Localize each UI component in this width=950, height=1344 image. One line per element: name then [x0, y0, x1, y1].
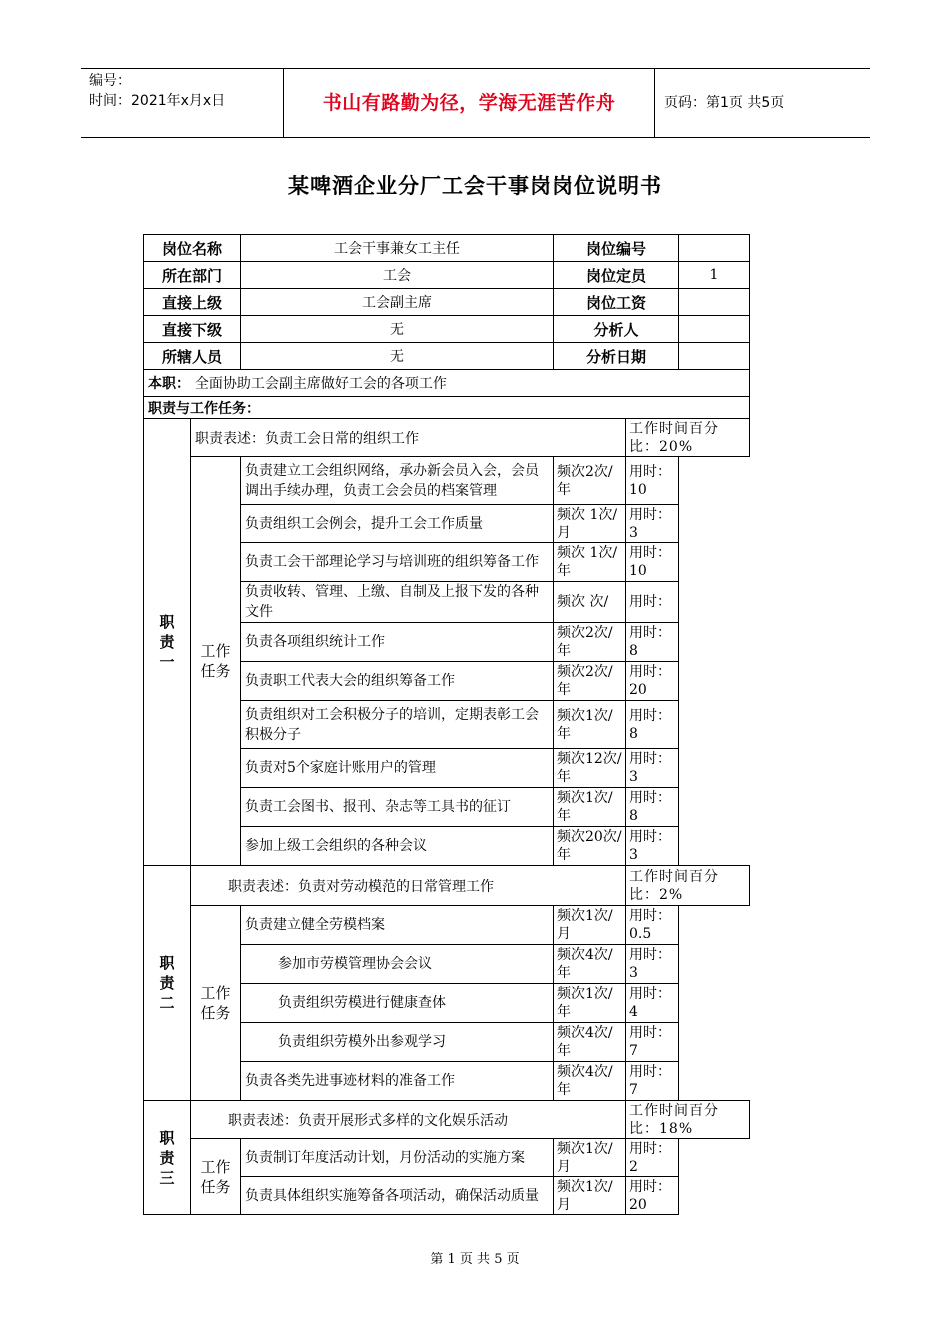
task-description: 负责组织劳模外出参观学习: [241, 1023, 554, 1062]
task-description: 负责建立工会组织网络，承办新会员入会，会员调出手续办理，负责工会会员的档案管理: [241, 457, 554, 505]
info-value: 无: [241, 343, 554, 370]
duty-statement-row: [144, 419, 750, 457]
header-date: 时间：2021年x月x日: [89, 93, 226, 109]
task-description: 负责各项组织统计工作: [241, 623, 554, 662]
info-label: 直接下级: [144, 316, 241, 343]
task-hours: 用时：10: [626, 543, 679, 582]
task-row: [144, 906, 750, 945]
duty-label: [144, 1101, 191, 1215]
task-hours: 用时：0.5: [626, 906, 679, 945]
duty-time-percent: 工作时间百分比：2%: [626, 866, 750, 906]
task-hours: 用时：20: [626, 1177, 679, 1215]
task-description: 负责组织劳模进行健康查体: [241, 984, 554, 1023]
task-frequency: 频次12次/年: [554, 749, 626, 788]
info-label: 岗位名称: [144, 235, 241, 262]
task-hours: 用时：3: [626, 827, 679, 866]
info-row: [144, 343, 750, 370]
task-hours: 用时：4: [626, 984, 679, 1023]
task-description: 负责对5个家庭计账用户的管理: [241, 749, 554, 788]
task-description: 负责各类先进事迹材料的准备工作: [241, 1062, 554, 1101]
task-hours: 用时：2: [626, 1139, 679, 1177]
task-description: 负责制订年度活动计划，月份活动的实施方案: [241, 1139, 554, 1177]
task-frequency: 频次20次/年: [554, 827, 626, 866]
work-task-label: [191, 1139, 241, 1215]
work-task-label: [191, 906, 241, 1101]
info-label: 直接上级: [144, 289, 241, 316]
task-description: 负责建立健全劳模档案: [241, 906, 554, 945]
work-task-label-text: 工作任务: [200, 642, 231, 680]
info-row: [144, 316, 750, 343]
info-value: 工会干事兼女工主任: [241, 235, 554, 262]
duty-summary: [144, 370, 750, 397]
tasks-section-label: 职责与工作任务：: [144, 397, 750, 419]
task-frequency: 频次2次/年: [554, 623, 626, 662]
duty-statement: 职责表述：负责对劳动模范的日常管理工作: [191, 866, 626, 906]
info-label: 所在部门: [144, 262, 241, 289]
duty-time-percent: 工作时间百分比：20%: [626, 419, 750, 457]
task-description: 负责具体组织实施筹备各项活动，确保活动质量: [241, 1177, 554, 1215]
task-row: [144, 457, 750, 505]
info-value: 无: [241, 316, 554, 343]
duty-statement: 职责表述：负责工会日常的组织工作: [191, 419, 626, 457]
task-hours: 用时：8: [626, 623, 679, 662]
task-description: 参加市劳模管理协会会议: [241, 945, 554, 984]
task-description: 参加上级工会组织的各种会议: [241, 827, 554, 866]
duty-label: [144, 419, 191, 866]
task-frequency: 频次4次/年: [554, 1062, 626, 1101]
info-row: [144, 262, 750, 289]
task-hours: 用时：3: [626, 749, 679, 788]
task-frequency: 频次2次/年: [554, 662, 626, 701]
info-value: [679, 235, 750, 262]
info-value: [679, 316, 750, 343]
header-meta: [89, 71, 225, 111]
tasks-section-row: [144, 397, 750, 419]
task-description: 负责职工代表大会的组织筹备工作: [241, 662, 554, 701]
duty-label-text: 职责二: [159, 954, 175, 1012]
task-description: 负责收转、管理、上缴、自制及上报下发的各种文件: [241, 582, 554, 623]
task-description: 负责组织对工会积极分子的培训，定期表彰工会积极分子: [241, 701, 554, 749]
duty-summary-label: 本职：: [148, 376, 190, 392]
info-value: 工会: [241, 262, 554, 289]
page-footer: 第 1 页 共 5 页: [430, 1252, 520, 1267]
task-description: 负责工会干部理论学习与培训班的组织筹备工作: [241, 543, 554, 582]
task-frequency: 频次2次/年: [554, 457, 626, 505]
task-hours: 用时：10: [626, 457, 679, 505]
task-hours: 用时：8: [626, 788, 679, 827]
duty-label-text: 职责一: [159, 613, 175, 671]
task-row: [144, 1139, 750, 1177]
task-frequency: 频次1次/年: [554, 984, 626, 1023]
task-frequency: 频次4次/年: [554, 1023, 626, 1062]
info-label: 所辖人员: [144, 343, 241, 370]
task-frequency: 频次1次/月: [554, 906, 626, 945]
job-description-table: [143, 234, 750, 1215]
info-label: 分析日期: [554, 343, 679, 370]
task-frequency: 频次 1次/月: [554, 505, 626, 543]
duty-statement-row: [144, 1101, 750, 1139]
header-page-info: 页码：第1页 共5页: [664, 95, 785, 111]
task-hours: 用时：3: [626, 505, 679, 543]
info-value: 工会副主席: [241, 289, 554, 316]
duty-summary-text: 全面协助工会副主席做好工会的各项工作: [194, 376, 447, 392]
task-frequency: 频次1次/月: [554, 1139, 626, 1177]
header-motto: 书山有路勤为径，学海无涯苦作舟: [322, 92, 616, 114]
info-value: 1: [679, 262, 750, 289]
info-value: [679, 343, 750, 370]
document-title: 某啤酒企业分厂工会干事岗岗位说明书: [288, 174, 662, 198]
task-frequency: 频次4次/年: [554, 945, 626, 984]
task-hours: 用时：: [626, 582, 679, 623]
info-row: [144, 289, 750, 316]
header-number: 编号：: [89, 73, 131, 89]
task-frequency: 频次1次/年: [554, 701, 626, 749]
info-value: [679, 289, 750, 316]
work-task-label: [191, 457, 241, 866]
duty-statement-row: [144, 866, 750, 906]
duty-summary-row: [144, 370, 750, 397]
task-hours: 用时：3: [626, 945, 679, 984]
task-hours: 用时：20: [626, 662, 679, 701]
info-label: 岗位编号: [554, 235, 679, 262]
duty-label-text: 职责三: [159, 1128, 175, 1187]
task-frequency: 频次 1次/年: [554, 543, 626, 582]
task-description: 负责组织工会例会，提升工会工作质量: [241, 505, 554, 543]
info-label: 岗位工资: [554, 289, 679, 316]
task-hours: 用时：7: [626, 1023, 679, 1062]
info-row: [144, 235, 750, 262]
work-task-label-text: 工作任务: [200, 1157, 231, 1196]
task-description: 负责工会图书、报刊、杂志等工具书的征订: [241, 788, 554, 827]
info-label: 岗位定员: [554, 262, 679, 289]
task-frequency: 频次1次/月: [554, 1177, 626, 1215]
task-hours: 用时：7: [626, 1062, 679, 1101]
duty-statement: 职责表述：负责开展形式多样的文化娱乐活动: [191, 1101, 626, 1139]
page-header: [81, 68, 870, 138]
work-task-label-text: 工作任务: [200, 984, 231, 1022]
task-frequency: 频次 次/: [554, 582, 626, 623]
task-hours: 用时：8: [626, 701, 679, 749]
task-frequency: 频次1次/年: [554, 788, 626, 827]
duty-time-percent: 工作时间百分比：18%: [626, 1101, 750, 1139]
info-label: 分析人: [554, 316, 679, 343]
header-divider: [654, 69, 655, 137]
duty-label: [144, 866, 191, 1101]
